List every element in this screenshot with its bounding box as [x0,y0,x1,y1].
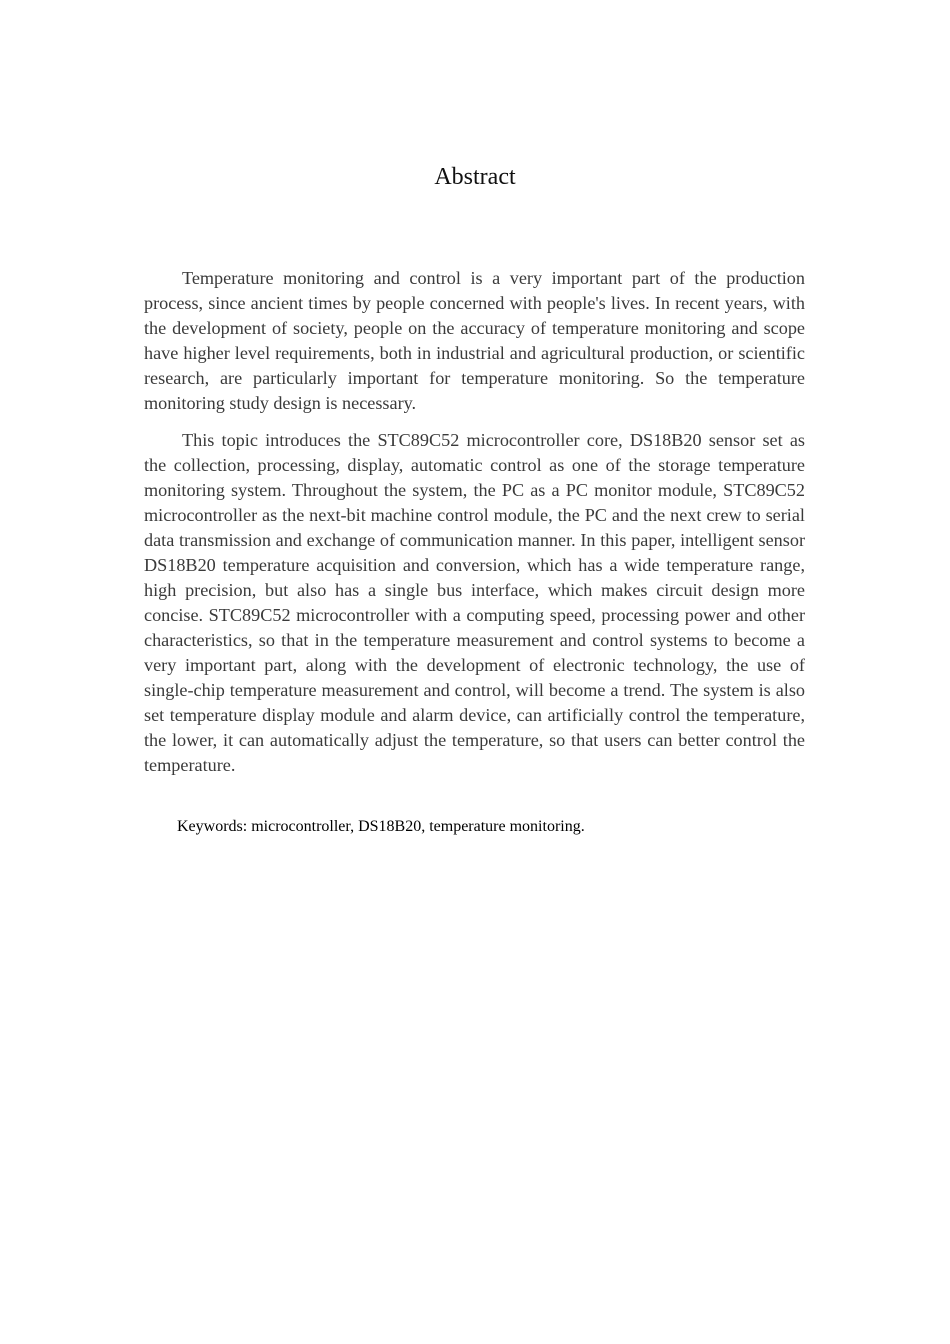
abstract-title: Abstract [434,164,516,190]
abstract-paragraph-2: This topic introduces the STC89C52 microcontroller core, DS18B20 sensor set as the collection, processing, display, automatic control as one of the storage temperature monitoring system. Throughout the system, the PC as a PC monitor module, STC89C52 microcontroller as the next-bit machine control module, the PC and the next crew to serial data transmission and exchange of communication manner. In this paper, intelligent sensor DS18B20 temperature acquisition and conversion, which has a wide temperature range, high precision, but also has a single bus interface, which makes circuit design more concise. STC89C52 microcontroller with a computing speed, processing power and other characteristics, so that in the temperature measurement and control systems to become a very important part, along with the development of electronic technology, the use of single-chip temperature measurement and control, will become a trend. The system is also set temperature display module and alarm device, can artificially control the temperature, the lower, it can automatically adjust the temperature, so that users can better control the temperature. [144,430,805,775]
abstract-body [144,266,805,790]
abstract-paragraph-1: Temperature monitoring and control is a very important part of the production process, since ancient times by people concerned with people's lives. In recent years, with the development of society, people on the accuracy of temperature monitoring and scope have higher level requirements, both in industrial and agricultural production, or scientific research, are particularly important for temperature monitoring. So the temperature monitoring study design is necessary. [144,268,805,413]
keywords-line: Keywords: microcontroller, DS18B20, temperature monitoring. [177,818,585,835]
